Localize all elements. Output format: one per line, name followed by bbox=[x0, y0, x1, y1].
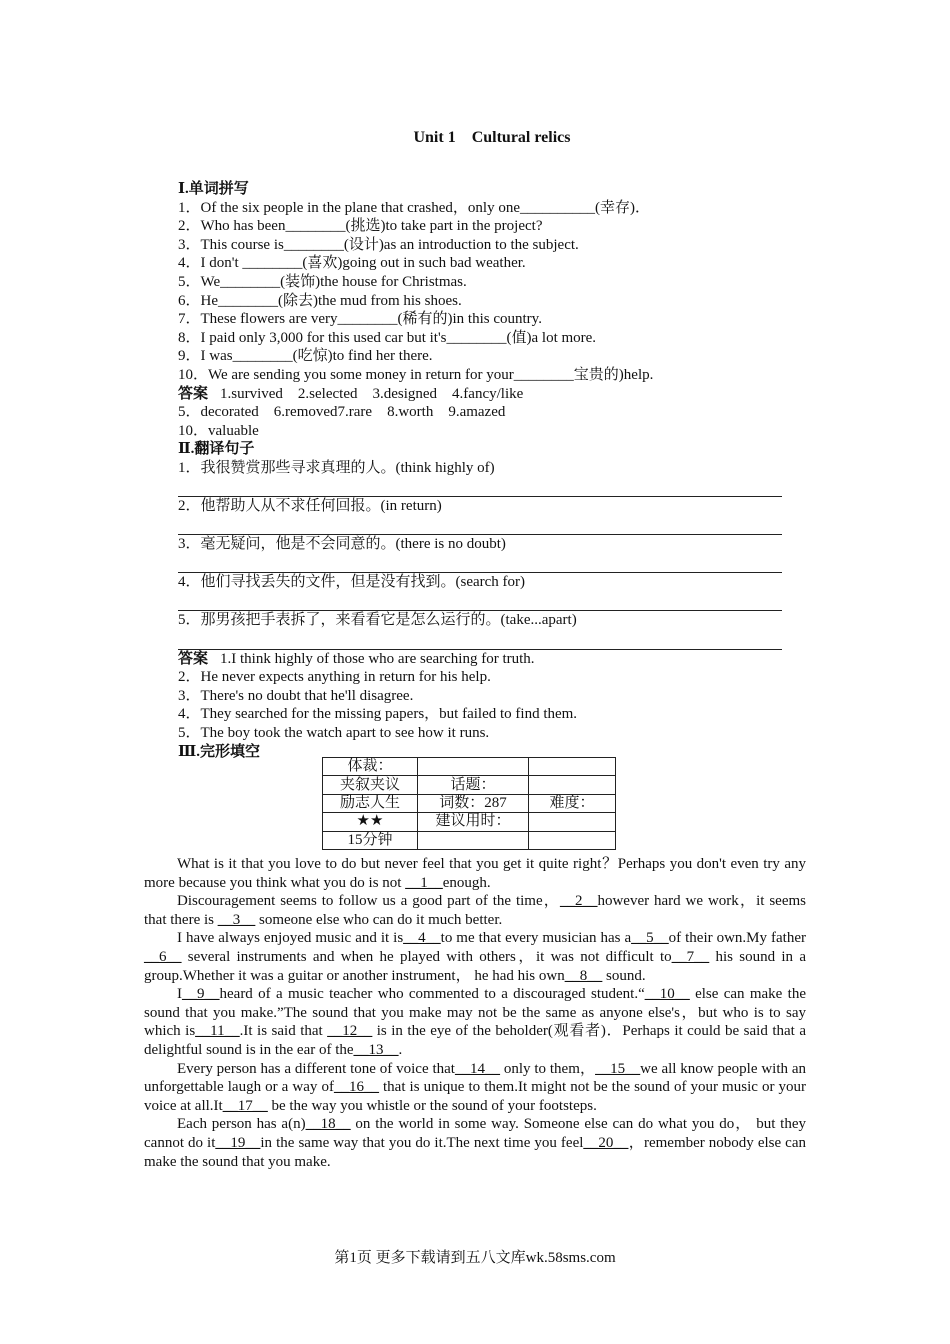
answer-line: 2．He never expects anything in return for his help. bbox=[178, 669, 491, 686]
empty-cell bbox=[529, 776, 616, 794]
cloze-blank[interactable]: __19__ bbox=[215, 1134, 261, 1151]
answer-line: 3．There's no doubt that he'll disagree. bbox=[178, 687, 414, 704]
passage-paragraph bbox=[144, 985, 806, 1059]
answer-blank-line[interactable] bbox=[178, 554, 782, 574]
time-label: 建议用时： bbox=[418, 813, 529, 831]
cloze-blank[interactable]: __17__ bbox=[222, 1097, 268, 1114]
word-count: 词数：287 bbox=[418, 794, 529, 812]
empty-cell bbox=[529, 813, 616, 831]
answer-line: 10．valuable bbox=[178, 422, 259, 439]
answer-label: 答案 bbox=[178, 650, 209, 667]
answer-label: 答案 bbox=[178, 385, 209, 402]
question-item: 1．Of the six people in the plane that crashed，only one__________(幸存)． bbox=[178, 199, 650, 216]
cloze-blank[interactable]: __1__ bbox=[405, 874, 443, 891]
section-heading: Ⅱ.翻译句子 bbox=[178, 441, 255, 457]
passage-text: I have always enjoyed music and it is bbox=[177, 930, 404, 947]
cloze-passage bbox=[144, 855, 806, 1171]
answer-text: 1.I think highly of those who are searching for truth. bbox=[220, 650, 535, 667]
passage-text: Each person has a(n) bbox=[177, 1116, 306, 1133]
document-title: Unit 1 Cultural relics bbox=[413, 129, 571, 146]
cloze-blank[interactable]: __10__ bbox=[644, 986, 690, 1003]
passage-text: ，remember nobody else can make the sound that you make. bbox=[144, 1134, 806, 1170]
question-item: 6．He________(除去)the mud from his shoes. bbox=[178, 292, 462, 309]
answer-line: 5．decorated 6.removed7.rare 8.worth 9.amazed bbox=[178, 404, 506, 421]
genre-value: 夹叙夹议 bbox=[323, 776, 418, 794]
section-heading: Ⅰ.单词拼写 bbox=[178, 181, 249, 197]
empty-cell bbox=[529, 831, 616, 849]
time-value: 15分钟 bbox=[323, 831, 418, 849]
cloze-blank[interactable]: __14__ bbox=[454, 1060, 500, 1077]
passage-text: his sound in a group.Whether it was a guitar or another instrument， he had his own bbox=[144, 948, 806, 984]
passage-text: to me that every musician has a bbox=[440, 930, 632, 947]
cloze-blank[interactable]: __18__ bbox=[305, 1116, 351, 1133]
page-footer: 第1页 更多下载请到五八文库wk.58sms.com bbox=[334, 1250, 616, 1266]
question-item: 9．I was________(吃惊)to find her there. bbox=[178, 348, 433, 365]
passage-paragraph bbox=[144, 1060, 806, 1116]
passage-text: in the same way that you do it.The next time you feel bbox=[260, 1134, 584, 1151]
cloze-blank[interactable]: __9__ bbox=[182, 986, 220, 1003]
passage-paragraph bbox=[144, 1115, 806, 1171]
passage-text: several instruments and when he played with others，it was not difficult to bbox=[181, 948, 672, 965]
cloze-blank[interactable]: __2__ bbox=[559, 893, 598, 910]
question-item: 3．毫无疑问，他是不会同意的。(there is no doubt) bbox=[178, 535, 506, 552]
question-item: 5．We________(装饰)the house for Christmas. bbox=[178, 273, 467, 290]
cloze-blank[interactable]: __7__ bbox=[671, 948, 710, 965]
passage-info-table bbox=[322, 757, 616, 850]
passage-text: What is it that you love to do but never feel that you get it quite right？Perhaps you don't even try any more because you think what you do is not bbox=[144, 856, 806, 891]
answer-blank-line[interactable] bbox=[178, 592, 782, 612]
cloze-blank[interactable]: __15__ bbox=[595, 1060, 641, 1077]
passage-text: we all know people with an unforgettable laugh or a way of bbox=[144, 1060, 807, 1096]
answer-blank-line[interactable] bbox=[178, 630, 782, 650]
topic-value: 励志人生 bbox=[323, 794, 418, 812]
passage-text: .It is said that bbox=[239, 1023, 328, 1040]
passage-text: on the world in some way. Someone else can do what you do， but they cannot do it bbox=[144, 1116, 806, 1151]
cloze-blank[interactable]: __20__ bbox=[583, 1134, 629, 1151]
question-item: 3．This course is________(设计)as an introduction to the subject. bbox=[178, 236, 579, 253]
question-item: 8．I paid only 3,000 for this used car but it's________(值)a lot more. bbox=[178, 329, 597, 346]
passage-text: only to them， bbox=[499, 1060, 596, 1077]
passage-text: Every person has a different tone of voice that bbox=[177, 1060, 455, 1077]
difficulty-label: 难度： bbox=[529, 794, 616, 812]
answer-line: 4．They searched for the missing papers，but failed to find them. bbox=[178, 706, 578, 723]
passage-text: is in the eye of the beholder(观看者)．Perhaps it could be said that a delightful sound is in the ear of the bbox=[144, 1023, 806, 1058]
empty-cell bbox=[418, 758, 529, 776]
passage-paragraph bbox=[144, 892, 806, 929]
genre-label: 体裁： bbox=[323, 758, 418, 776]
cloze-blank[interactable]: __8__ bbox=[564, 967, 603, 984]
topic-label: 话题： bbox=[418, 776, 529, 794]
question-item: 1．我很赞赏那些寻求真理的人。(think highly of) bbox=[178, 459, 495, 476]
passage-text: of their own.My father bbox=[668, 930, 806, 947]
passage-text: sound. bbox=[602, 967, 646, 984]
passage-text: . bbox=[398, 1041, 403, 1058]
answer-line bbox=[178, 385, 788, 404]
cloze-blank[interactable]: __6__ bbox=[144, 948, 182, 965]
cloze-blank[interactable]: __4__ bbox=[403, 930, 441, 947]
section-translation bbox=[178, 440, 788, 761]
passage-text: enough. bbox=[442, 874, 491, 891]
answer-line bbox=[178, 650, 788, 669]
cloze-blank[interactable]: __3__ bbox=[217, 911, 256, 928]
question-item: 2．他帮助人从不求任何回报。(in return) bbox=[178, 497, 442, 514]
question-item: 10．We are sending you some money in return for your________宝贵的)help. bbox=[178, 366, 654, 383]
empty-cell bbox=[418, 831, 529, 849]
answer-blank-line[interactable] bbox=[178, 477, 782, 497]
passage-text: I bbox=[177, 986, 182, 1003]
answer-text: 1.survived 2.selected 3.designed 4.fancy/like bbox=[220, 385, 524, 402]
cloze-blank[interactable]: __13__ bbox=[353, 1041, 399, 1058]
passage-paragraph bbox=[144, 929, 806, 985]
passage-paragraph bbox=[144, 855, 806, 892]
passage-text: that is unique to them.It might not be the sound of your music or your voice at all.It bbox=[144, 1079, 806, 1114]
cloze-blank[interactable]: __16__ bbox=[333, 1079, 379, 1096]
passage-text: else can make the sound that you make.”The sound that you make may not be the same as anyone else's，but who is to say which is bbox=[144, 986, 806, 1040]
answer-line: 5．The boy took the watch apart to see how it runs. bbox=[178, 724, 490, 741]
difficulty-stars: ★★ bbox=[323, 813, 418, 831]
answer-blank-line[interactable] bbox=[178, 515, 782, 535]
question-item: 4．他们寻找丢失的文件，但是没有找到。(search for) bbox=[178, 574, 526, 591]
passage-text: however hard we work，it seems that there is bbox=[144, 893, 806, 928]
question-item: 5．那男孩把手表拆了，来看看它是怎么运行的。(take...apart) bbox=[178, 612, 577, 629]
question-item: 7．These flowers are very________(稀有的)in this country. bbox=[178, 311, 542, 328]
question-item: 2．Who has been________(挑选)to take part in the project? bbox=[178, 218, 543, 235]
empty-cell bbox=[529, 758, 616, 776]
passage-text: heard of a music teacher who commented to a discouraged student.“ bbox=[219, 986, 645, 1003]
question-item: 4．I don't ________(喜欢)going out in such bad weather. bbox=[178, 255, 526, 272]
section-heading: Ⅲ.完形填空 bbox=[178, 743, 261, 760]
cloze-blank[interactable]: __12__ bbox=[327, 1023, 373, 1040]
section-spelling bbox=[178, 180, 788, 440]
passage-text: Discouragement seems to follow us a good part of the time， bbox=[177, 893, 560, 910]
cloze-blank[interactable]: __5__ bbox=[631, 930, 669, 947]
passage-text: be the way you whistle or the sound of your footsteps. bbox=[267, 1097, 597, 1114]
cloze-blank[interactable]: __11__ bbox=[195, 1023, 240, 1040]
passage-text: someone else who can do it much better. bbox=[255, 911, 503, 928]
